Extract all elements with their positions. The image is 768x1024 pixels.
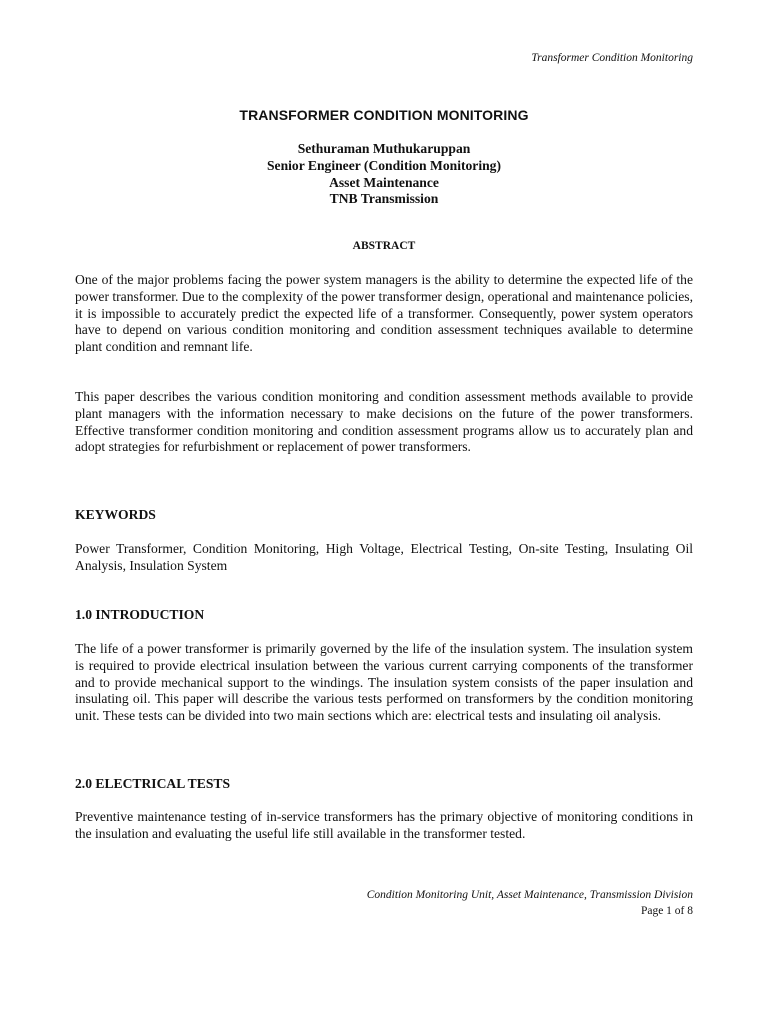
author-name: Sethuraman Muthukaruppan: [297, 141, 471, 156]
page-footer: [367, 888, 693, 919]
abstract-paragraph-2: This paper describes the various condition monitoring and condition assessment methods available to provide plant managers with the information necessary to make decisions on the future of the power transformers. Effective transformer condition monitoring and condition assessment programs allow us to accurately plan and adopt strategies for refurbishment or replacement of power transformers.: [75, 389, 693, 455]
author-department: Asset Maintenance: [329, 174, 439, 190]
running-header: Transformer Condition Monitoring: [531, 52, 693, 64]
electrical-tests-text: Preventive maintenance testing of in-service transformers has the primary objective of monitoring conditions in the insulation and evaluating the useful life still available in the transformer tested.: [75, 809, 693, 841]
author-organization: TNB Transmission: [329, 191, 439, 207]
introduction-text: The life of a power transformer is primarily governed by the life of the insulation system. The insulation system is required to provide electrical insulation between the various current carrying components of the transformer and to provide mechanical support to the windings. The insulation system consists of the paper insulation and insulating oil. This paper will describe the various tests performed on transformers by the condition monitoring unit. These tests can be divided into two main sections which are: electrical tests and insulating oil analysis.: [75, 641, 693, 724]
introduction-heading: 1.0 INTRODUCTION: [75, 607, 205, 622]
author-block: [0, 141, 768, 208]
abstract-paragraph-1: One of the major problems facing the power system managers is the ability to determine the expected life of the power transformer. Due to the complexity of the power transformer design, operational and maintenance policies, it is impossible to accurately predict the expected life of a transformer. Consequently, power system operators have to depend on various condition monitoring and condition assessment techniques available to determine plant condition and remnant life.: [75, 272, 693, 355]
footer-unit: Condition Monitoring Unit, Asset Maintenance, Transmission Division: [366, 889, 693, 901]
author-position: Senior Engineer (Condition Monitoring): [266, 157, 501, 173]
page-number: Page 1 of 8: [640, 904, 693, 917]
electrical-tests-heading: 2.0 ELECTRICAL TESTS: [75, 776, 231, 791]
keywords-heading: KEYWORDS: [75, 507, 156, 522]
keywords-text: Power Transformer, Condition Monitoring, High Voltage, Electrical Testing, On-site Testing, Insulating Oil Analysis, Insulation System: [75, 541, 693, 573]
abstract-heading: ABSTRACT: [352, 240, 416, 252]
paper-title: TRANSFORMER CONDITION MONITORING: [239, 107, 529, 123]
